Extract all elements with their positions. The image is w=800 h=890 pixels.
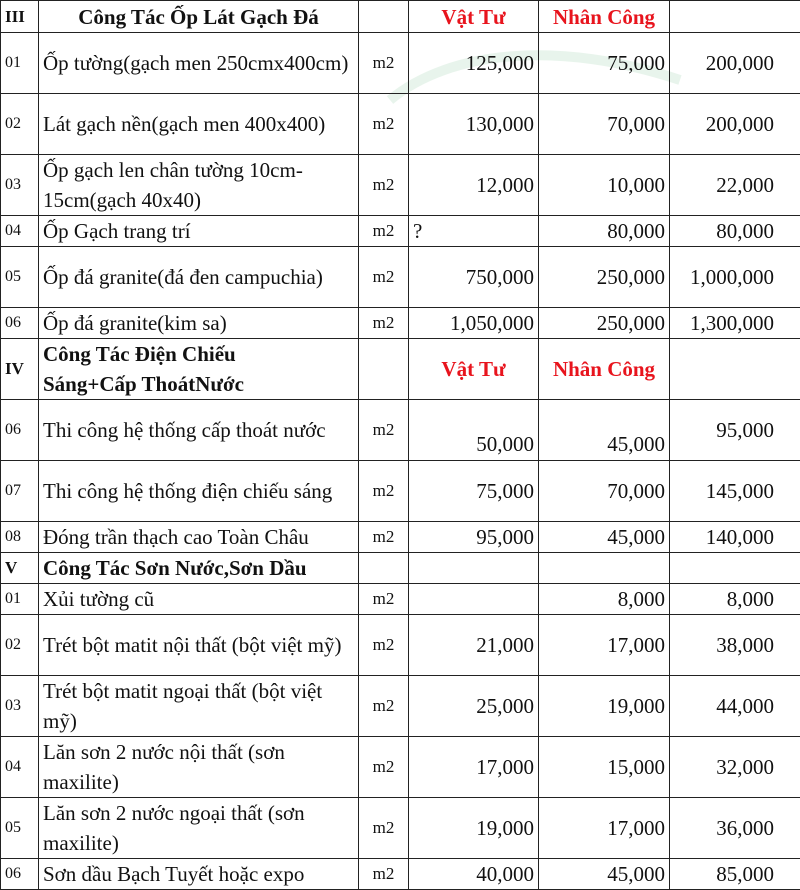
row-description: Lát gạch nền(gạch men 400x400) <box>39 94 359 155</box>
row-number: 04 <box>1 216 39 247</box>
row-total: 32,000 <box>670 737 800 798</box>
row-total: 8,000 <box>670 584 800 615</box>
table-row <box>1 94 800 155</box>
row-labor: 10,000 <box>539 155 670 216</box>
table-row <box>1 522 800 553</box>
row-labor: 250,000 <box>539 247 670 308</box>
table-row <box>1 461 800 522</box>
empty-cell <box>359 339 409 400</box>
section-header-V <box>1 553 800 584</box>
row-number: 05 <box>1 247 39 308</box>
row-total: 95,000 <box>670 400 800 461</box>
row-labor: 8,000 <box>539 584 670 615</box>
row-number: 07 <box>1 461 39 522</box>
row-labor: 80,000 <box>539 216 670 247</box>
table-row <box>1 584 800 615</box>
empty-cell <box>409 553 539 584</box>
row-description: Thi công hệ thống cấp thoát nước <box>39 400 359 461</box>
row-description: Ốp gạch len chân tường 10cm-15cm(gạch 40x40) <box>39 155 359 216</box>
empty-cell <box>539 553 670 584</box>
row-material: 12,000 <box>409 155 539 216</box>
row-number: 02 <box>1 615 39 676</box>
row-material: 40,000 <box>409 859 539 890</box>
row-material <box>409 584 539 615</box>
row-total: 140,000 <box>670 522 800 553</box>
row-unit: m2 <box>359 308 409 339</box>
row-unit: m2 <box>359 584 409 615</box>
row-labor: 17,000 <box>539 798 670 859</box>
row-total: 36,000 <box>670 798 800 859</box>
row-number: 02 <box>1 94 39 155</box>
row-total: 22,000 <box>670 155 800 216</box>
row-number: 05 <box>1 798 39 859</box>
table-row <box>1 308 800 339</box>
section-roman: III <box>1 1 39 33</box>
row-total: 1,000,000 <box>670 247 800 308</box>
row-labor: 70,000 <box>539 461 670 522</box>
row-unit: m2 <box>359 94 409 155</box>
row-number: 01 <box>1 584 39 615</box>
row-unit: m2 <box>359 859 409 890</box>
row-material: 25,000 <box>409 676 539 737</box>
table-row <box>1 247 800 308</box>
row-unit: m2 <box>359 400 409 461</box>
section-header-IV <box>1 339 800 400</box>
row-total: 1,300,000 <box>670 308 800 339</box>
row-material: 95,000 <box>409 522 539 553</box>
row-material: ? <box>409 216 539 247</box>
row-unit: m2 <box>359 247 409 308</box>
row-unit: m2 <box>359 522 409 553</box>
row-material: 1,050,000 <box>409 308 539 339</box>
row-unit: m2 <box>359 615 409 676</box>
row-labor: 45,000 <box>539 400 670 461</box>
row-total: 44,000 <box>670 676 800 737</box>
row-description: Trét bột matit nội thất (bột việt mỹ) <box>39 615 359 676</box>
row-number: 08 <box>1 522 39 553</box>
row-total: 200,000 <box>670 94 800 155</box>
row-description: Thi công hệ thống điện chiếu sáng <box>39 461 359 522</box>
section-title: Công Tác Ốp Lát Gạch Đá <box>39 1 359 33</box>
empty-cell <box>670 1 800 33</box>
row-description: Xủi tường cũ <box>39 584 359 615</box>
row-material: 50,000 <box>409 400 539 461</box>
labor-header: Nhân Công <box>539 339 670 400</box>
empty-cell <box>670 339 800 400</box>
row-labor: 45,000 <box>539 522 670 553</box>
row-total: 85,000 <box>670 859 800 890</box>
row-number: 06 <box>1 308 39 339</box>
row-description: Ốp đá granite(đá đen campuchia) <box>39 247 359 308</box>
row-material: 19,000 <box>409 798 539 859</box>
empty-cell <box>359 1 409 33</box>
row-unit: m2 <box>359 155 409 216</box>
table-row <box>1 798 800 859</box>
row-total: 145,000 <box>670 461 800 522</box>
section-header-III <box>1 1 800 33</box>
material-header: Vật Tư <box>409 339 539 400</box>
row-unit: m2 <box>359 33 409 94</box>
section-roman: IV <box>1 339 39 400</box>
row-unit: m2 <box>359 737 409 798</box>
row-material: 21,000 <box>409 615 539 676</box>
material-header: Vật Tư <box>409 1 539 33</box>
row-labor: 19,000 <box>539 676 670 737</box>
section-title: Công Tác Sơn Nước,Sơn Dầu <box>39 553 359 584</box>
row-labor: 70,000 <box>539 94 670 155</box>
row-number: 03 <box>1 155 39 216</box>
empty-cell <box>670 553 800 584</box>
row-description: Ốp đá granite(kim sa) <box>39 308 359 339</box>
row-total: 200,000 <box>670 33 800 94</box>
table-row <box>1 155 800 216</box>
row-description: Ốp Gạch trang trí <box>39 216 359 247</box>
table-row <box>1 615 800 676</box>
row-number: 06 <box>1 400 39 461</box>
row-total: 38,000 <box>670 615 800 676</box>
row-unit: m2 <box>359 798 409 859</box>
row-labor: 45,000 <box>539 859 670 890</box>
row-description: Sơn dầu Bạch Tuyết hoặc expo <box>39 859 359 890</box>
table-row <box>1 737 800 798</box>
row-material: 75,000 <box>409 461 539 522</box>
row-material: 17,000 <box>409 737 539 798</box>
table-row <box>1 33 800 94</box>
row-description: Lăn sơn 2 nước ngoại thất (sơn maxilite) <box>39 798 359 859</box>
row-labor: 75,000 <box>539 33 670 94</box>
row-unit: m2 <box>359 676 409 737</box>
row-labor: 17,000 <box>539 615 670 676</box>
row-unit: m2 <box>359 461 409 522</box>
table-row <box>1 676 800 737</box>
row-number: 06 <box>1 859 39 890</box>
row-description: Đóng trần thạch cao Toàn Châu <box>39 522 359 553</box>
table-row <box>1 400 800 461</box>
row-unit: m2 <box>359 216 409 247</box>
row-description: Ốp tường(gạch men 250cmx400cm) <box>39 33 359 94</box>
row-number: 03 <box>1 676 39 737</box>
empty-cell <box>359 553 409 584</box>
section-roman: V <box>1 553 39 584</box>
table-row <box>1 216 800 247</box>
row-description: Trét bột matit ngoại thất (bột việt mỹ) <box>39 676 359 737</box>
row-total: 80,000 <box>670 216 800 247</box>
row-material: 125,000 <box>409 33 539 94</box>
row-number: 01 <box>1 33 39 94</box>
labor-header: Nhân Công <box>539 1 670 33</box>
row-material: 130,000 <box>409 94 539 155</box>
table-row <box>1 859 800 890</box>
row-description: Lăn sơn 2 nước nội thất (sơn maxilite) <box>39 737 359 798</box>
row-labor: 250,000 <box>539 308 670 339</box>
row-labor: 15,000 <box>539 737 670 798</box>
row-material: 750,000 <box>409 247 539 308</box>
row-number: 04 <box>1 737 39 798</box>
section-title: Công Tác Điện Chiếu Sáng+Cấp ThoátNước <box>39 339 359 400</box>
